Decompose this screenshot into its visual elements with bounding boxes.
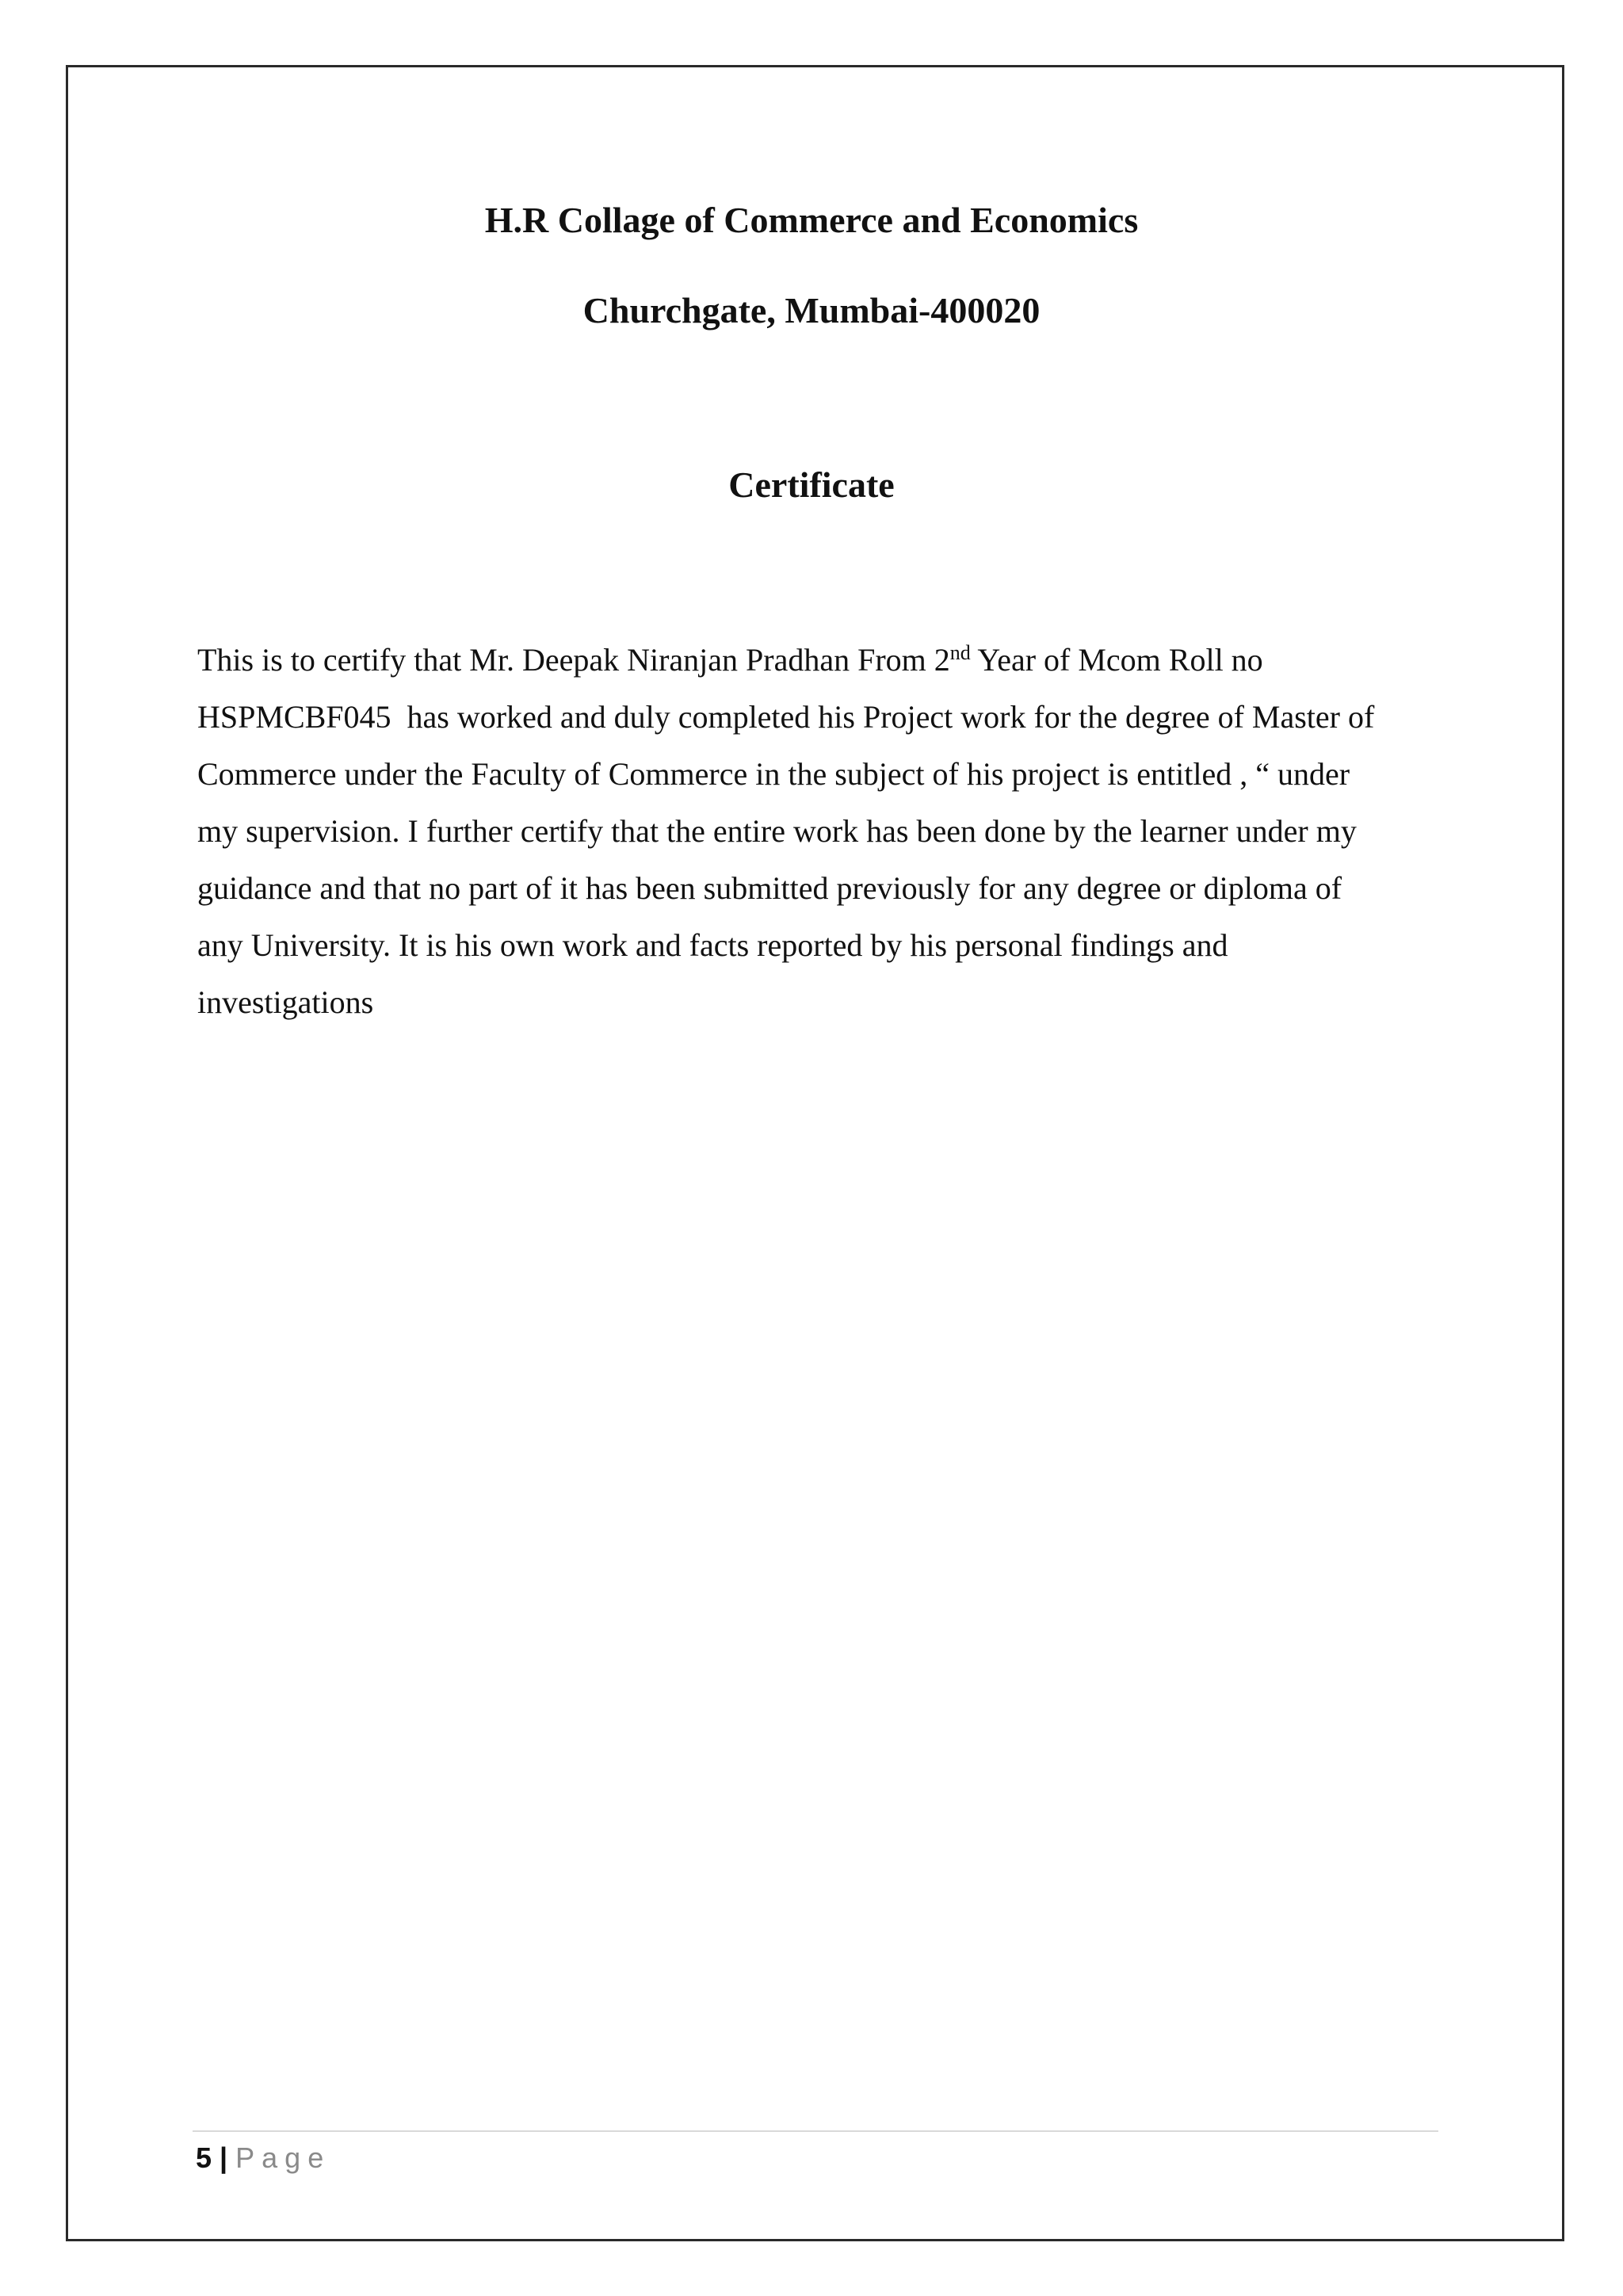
certificate-title: Certificate xyxy=(728,464,895,505)
college-name: H.R Collage of Commerce and Economics xyxy=(484,200,1139,240)
page-label: Page xyxy=(235,2141,331,2174)
body-line-5: guidance and that no part of it has been submitted previously for any degree or diploma of xyxy=(197,870,1342,906)
footer-divider xyxy=(193,2130,1438,2132)
college-address: Churchgate, Mumbai-400020 xyxy=(582,290,1041,330)
certificate-body xyxy=(197,632,1434,1031)
body-line-1-start: This is to certify that Mr. Deepak Niranjan Pradhan From 2 xyxy=(197,642,950,678)
footer-separator: | xyxy=(220,2141,228,2174)
body-line-7: investigations xyxy=(197,984,374,1020)
body-line-6: any University. It is his own work and facts reported by his personal findings and xyxy=(197,927,1228,963)
body-line-3: Commerce under the Faculty of Commerce in the subject of his project is entitled , “ under xyxy=(197,756,1350,792)
body-line-1 xyxy=(197,632,1434,689)
body-line-4: my supervision. I further certify that the entire work has been done by the learner under my xyxy=(197,813,1357,849)
page-number: 5 xyxy=(196,2141,212,2174)
ordinal-suffix: nd xyxy=(949,641,971,664)
body-line-1-end: Year of Mcom Roll no xyxy=(970,642,1263,678)
page-footer xyxy=(196,2140,330,2176)
body-line-2: HSPMCBF045 has worked and duly completed his Project work for the degree of Master of xyxy=(197,699,1375,735)
page-border xyxy=(66,65,1564,2241)
